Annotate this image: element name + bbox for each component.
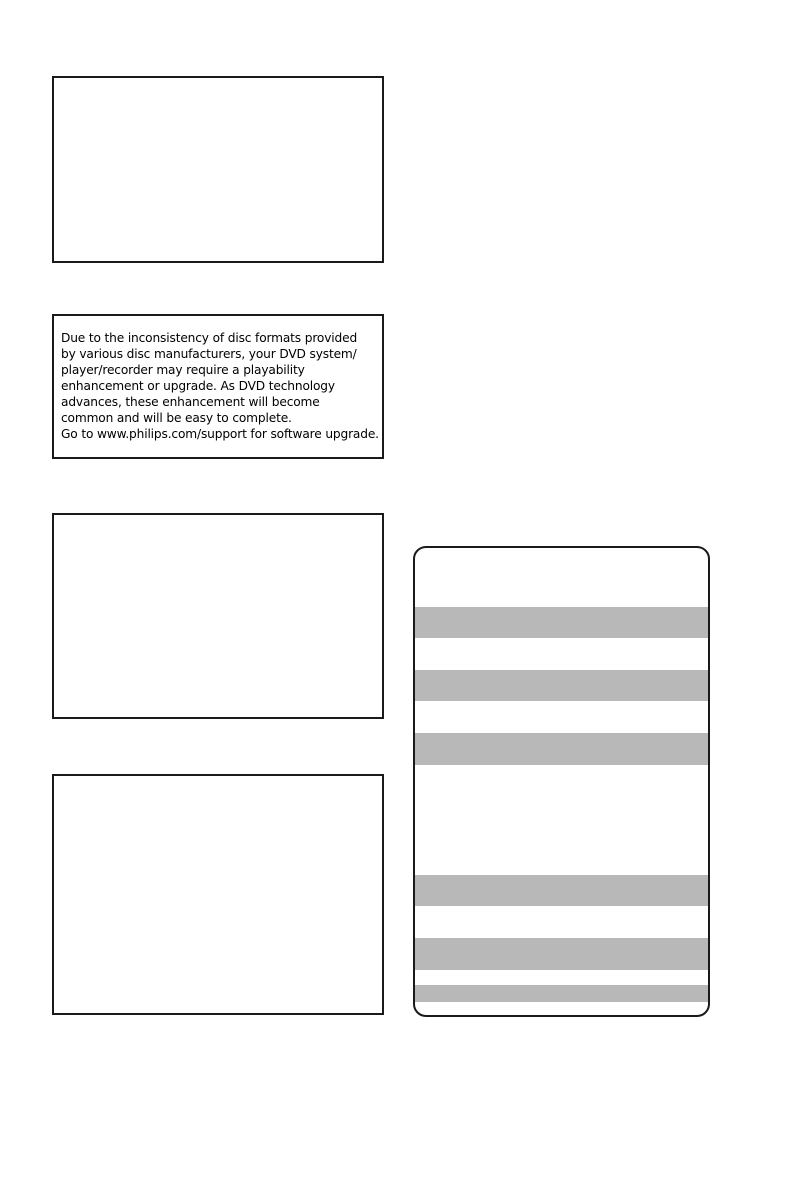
gray-table-band bbox=[415, 985, 708, 1002]
notice-line: common and will be easy to complete. bbox=[61, 411, 292, 425]
notice-line: player/recorder may require a playability bbox=[61, 363, 305, 377]
notice-line: by various disc manufacturers, your DVD system/ bbox=[61, 347, 357, 361]
notice-line: Go to www.philips.com/support for software upgrade. bbox=[61, 427, 379, 441]
gray-table-band bbox=[415, 670, 708, 701]
gray-table-band bbox=[415, 938, 708, 970]
disc-format-notice-text bbox=[61, 330, 383, 442]
empty-frame-middle bbox=[52, 513, 384, 719]
gray-table-band bbox=[415, 733, 708, 765]
notice-line: enhancement or upgrade. As DVD technology bbox=[61, 379, 335, 393]
disc-format-notice-box bbox=[52, 314, 384, 459]
gray-table-band bbox=[415, 607, 708, 638]
gray-table-band bbox=[415, 875, 708, 906]
rounded-table-panel bbox=[413, 546, 710, 1017]
notice-line: Due to the inconsistency of disc formats provided bbox=[61, 331, 358, 345]
notice-line: advances, these enhancement will become bbox=[61, 395, 320, 409]
empty-frame-bottom bbox=[52, 774, 384, 1015]
empty-frame-top bbox=[52, 76, 384, 263]
